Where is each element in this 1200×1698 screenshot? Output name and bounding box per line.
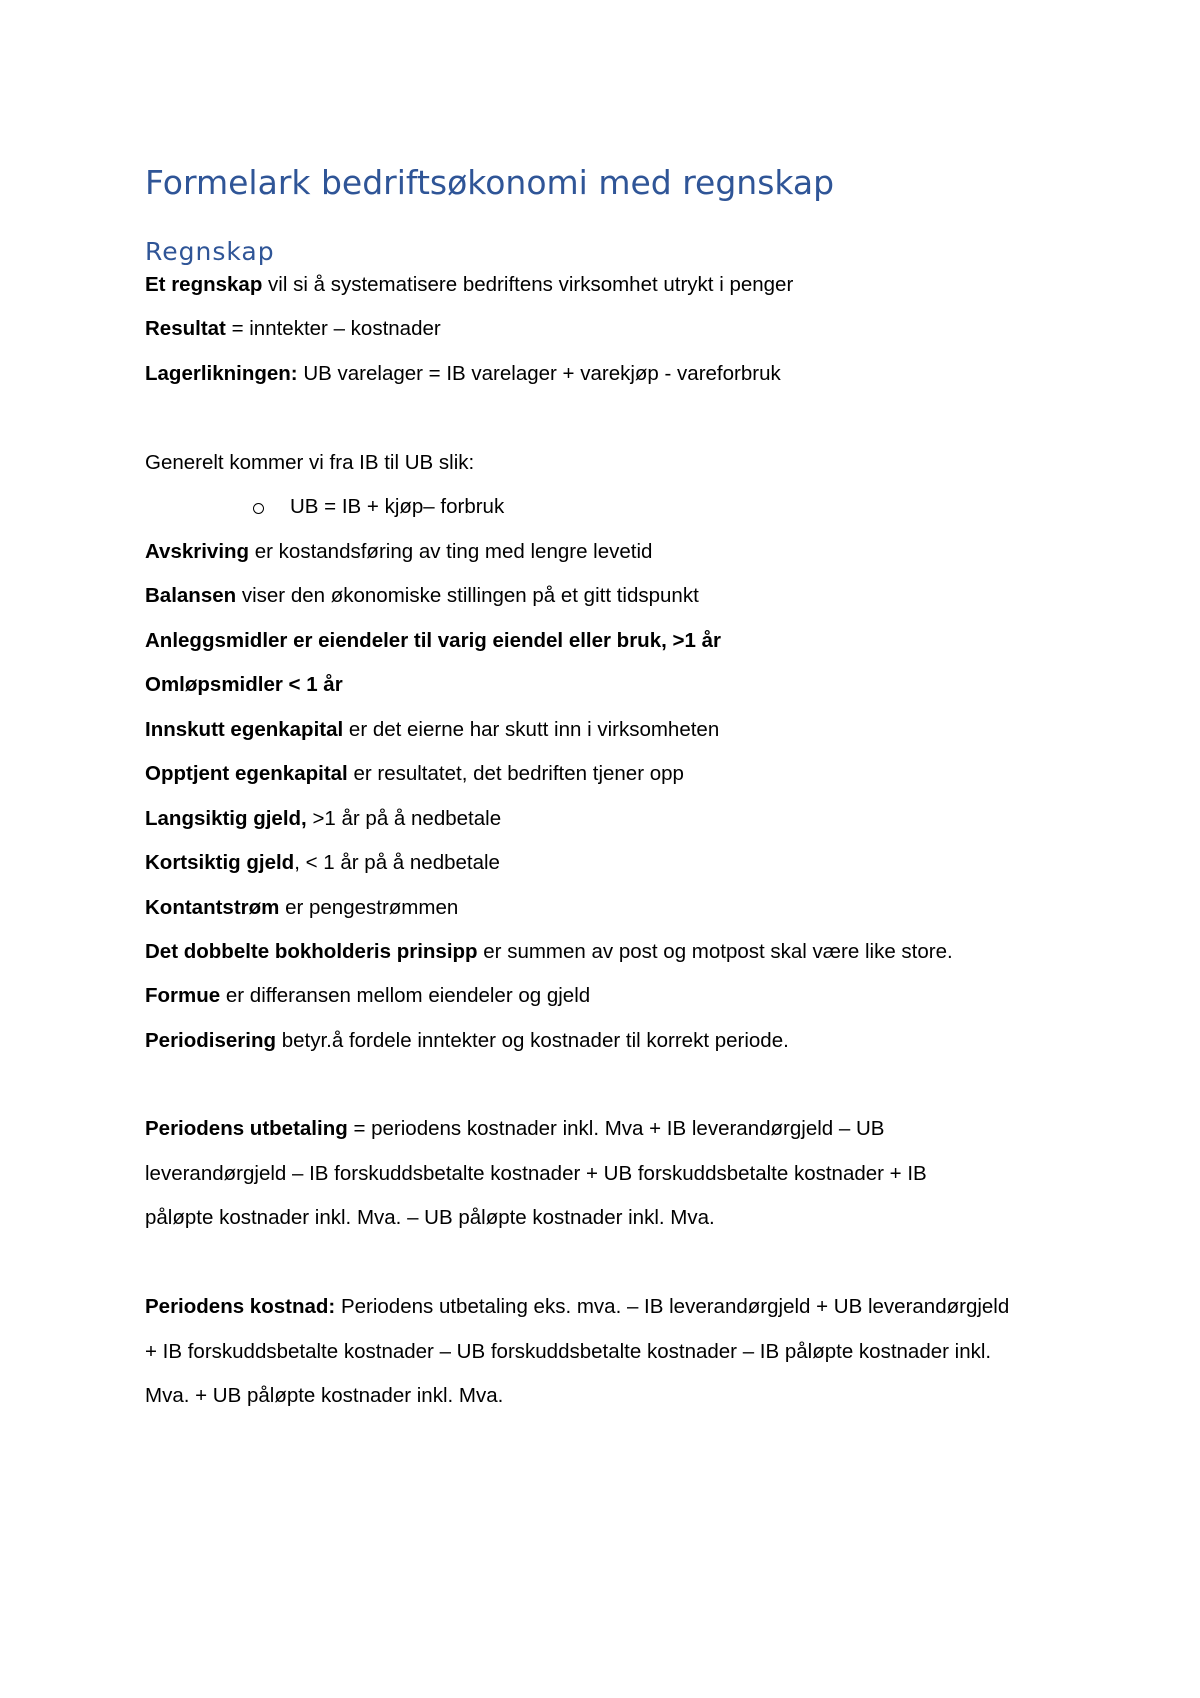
definition: >1 år på å nedbetale xyxy=(306,807,502,830)
definition: Mva. + UB påløpte kostnader inkl. Mva. xyxy=(145,1384,504,1407)
definition: vil si å systematisere bedriftens virksomhet utrykt i penger xyxy=(262,273,794,296)
definition: er kostandsføring av ting med lengre levetid xyxy=(249,540,653,563)
definition: viser den økonomiske stillingen på et gitt tidspunkt xyxy=(236,584,699,607)
definition: er differansen mellom eiendeler og gjeld xyxy=(220,984,591,1007)
term: Balansen xyxy=(145,584,237,607)
hollow-bullet-icon xyxy=(253,503,264,514)
definition: Periodens utbetaling eks. mva. – IB leverandørgjeld + UB leverandørgjeld xyxy=(335,1295,1010,1318)
term: Kontantstrøm xyxy=(145,896,280,919)
term: Formue xyxy=(145,984,221,1007)
term: Kortsiktig gjeld xyxy=(145,851,295,874)
text-line xyxy=(145,1386,503,1407)
term: Periodisering xyxy=(145,1029,277,1052)
term: Det dobbelte bokholderis prinsipp xyxy=(145,940,478,963)
term: Lagerlikningen: xyxy=(145,362,298,385)
text-line xyxy=(145,453,474,474)
term: Avskriving xyxy=(145,540,250,563)
text-line xyxy=(145,1164,927,1185)
definition: , < 1 år på å nedbetale xyxy=(294,851,500,874)
definition: Generelt kommer vi fra IB til UB slik: xyxy=(145,451,475,474)
text-line xyxy=(145,853,500,874)
definition: påløpte kostnader inkl. Mva. – UB påløpte kostnader inkl. Mva. xyxy=(145,1206,715,1229)
term: Et regnskap xyxy=(145,273,263,296)
definition: UB varelager = IB varelager + varekjøp - vareforbruk xyxy=(297,362,781,385)
term: Langsiktig gjeld, xyxy=(145,807,307,830)
text-line xyxy=(145,1119,884,1140)
text-line xyxy=(145,1297,1009,1318)
term: Opptjent egenkapital xyxy=(145,762,348,785)
text-line xyxy=(145,986,590,1007)
term: Innskutt egenkapital xyxy=(145,718,344,741)
term: Omløpsmidler < 1 år xyxy=(145,673,343,696)
text-line xyxy=(145,809,501,830)
definition: er pengestrømmen xyxy=(279,896,459,919)
text-line xyxy=(145,1031,789,1052)
definition: UB = IB + kjøp– forbruk xyxy=(290,495,505,518)
text-line xyxy=(145,675,343,696)
text-line xyxy=(145,1342,991,1363)
definition: = periodens kostnader inkl. Mva + IB leverandørgjeld – UB xyxy=(347,1117,885,1140)
section-heading: Regnskap xyxy=(145,237,275,266)
definition: er det eierne har skutt inn i virksomheten xyxy=(343,718,720,741)
text-line xyxy=(145,720,719,741)
text-line xyxy=(145,764,684,785)
definition: er resultatet, det bedriften tjener opp xyxy=(347,762,684,785)
text-line xyxy=(145,631,721,652)
definition: leverandørgjeld – IB forskuddsbetalte kostnader + UB forskuddsbetalte kostnader + IB xyxy=(145,1162,927,1185)
definition: = inntekter – kostnader xyxy=(225,317,441,340)
text-line xyxy=(145,275,793,296)
text-line xyxy=(145,1208,715,1229)
document-title: Formelark bedriftsøkonomi med regnskap xyxy=(145,163,835,202)
term: Periodens kostnad: xyxy=(145,1295,336,1318)
bullet-item xyxy=(0,497,1200,521)
text-line xyxy=(145,586,699,607)
bullet-text xyxy=(290,497,504,518)
definition: + IB forskuddsbetalte kostnader – UB forskuddsbetalte kostnader – IB påløpte kostnader inkl. xyxy=(145,1340,992,1363)
term: Anleggsmidler er eiendeler til varig eiendel eller bruk, >1 år xyxy=(145,629,721,652)
term: Periodens utbetaling xyxy=(145,1117,348,1140)
text-line xyxy=(145,898,458,919)
definition: er summen av post og motpost skal være like store. xyxy=(477,940,953,963)
text-line xyxy=(145,942,953,963)
text-line xyxy=(145,364,781,385)
definition: betyr.å fordele inntekter og kostnader til korrekt periode. xyxy=(276,1029,789,1052)
text-line xyxy=(145,542,652,563)
text-line xyxy=(145,319,441,340)
term: Resultat xyxy=(145,317,226,340)
